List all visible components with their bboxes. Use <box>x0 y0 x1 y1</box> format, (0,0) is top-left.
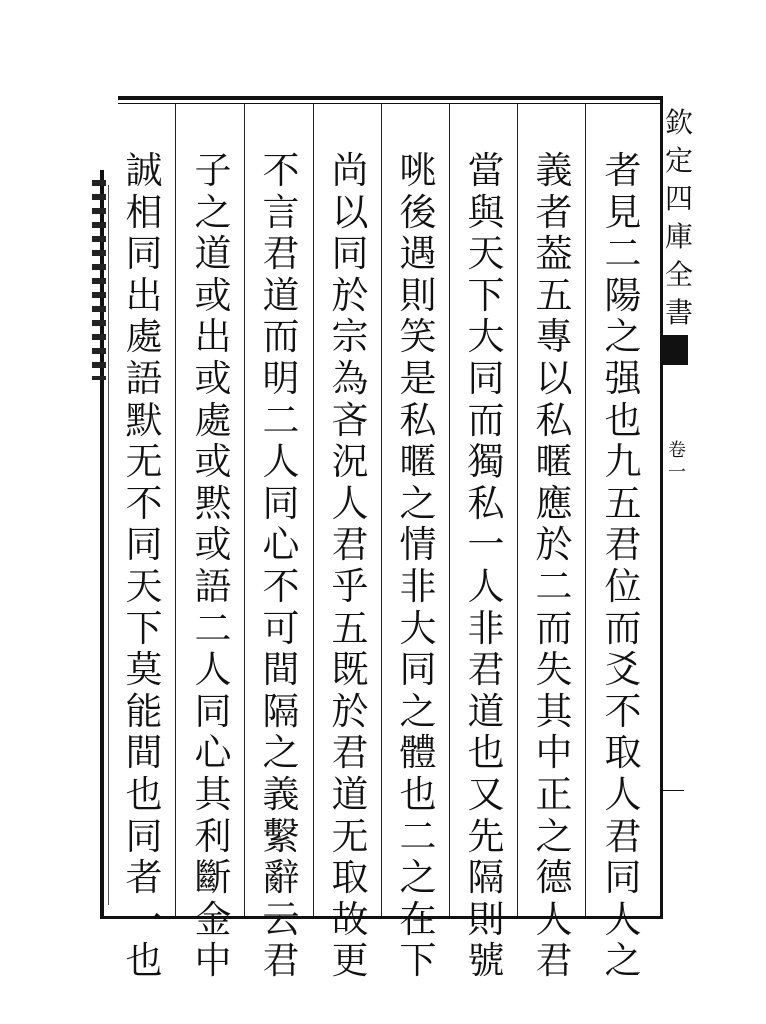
text-character: 暱 <box>535 440 573 484</box>
text-character: 同 <box>399 648 437 692</box>
top-border-rule <box>118 96 663 100</box>
text-character: 非 <box>467 606 505 650</box>
text-character: 下 <box>467 273 505 317</box>
text-character: 正 <box>535 772 573 816</box>
text-character: 義 <box>262 772 300 816</box>
margin-title-character: 書 <box>664 296 693 329</box>
text-character: 明 <box>262 356 300 400</box>
margin-title-character: 庫 <box>664 220 693 253</box>
text-character: 之 <box>399 689 437 733</box>
text-character: 天 <box>467 232 505 276</box>
text-character: 者 <box>535 190 573 234</box>
text-character: 者 <box>125 856 163 900</box>
column-divider <box>517 104 518 916</box>
margin-book-title <box>664 104 694 332</box>
text-character: 金 <box>194 897 232 941</box>
text-column-4 <box>393 150 443 982</box>
text-character: 人 <box>535 897 573 941</box>
text-character: 可 <box>262 606 300 650</box>
text-character: 後 <box>399 190 437 234</box>
text-character: 中 <box>535 731 573 775</box>
text-character: 況 <box>331 440 369 484</box>
text-character: 或 <box>194 440 232 484</box>
text-character: 也 <box>399 772 437 816</box>
text-character: 君 <box>535 939 573 983</box>
text-character: 道 <box>262 273 300 317</box>
text-character: 云 <box>262 897 300 941</box>
text-character: 二 <box>262 398 300 442</box>
text-character: 號 <box>467 939 505 983</box>
text-character: 君 <box>331 731 369 775</box>
text-character: 葢 <box>535 232 573 276</box>
text-character: 之 <box>399 481 437 525</box>
text-column-7 <box>188 150 238 982</box>
text-character: 處 <box>125 315 163 359</box>
text-character: 語 <box>194 564 232 608</box>
text-character: 人 <box>194 648 232 692</box>
margin-volume-character: 卷 <box>668 440 686 461</box>
text-character: 二 <box>399 814 437 858</box>
text-character: 在 <box>399 897 437 941</box>
text-character: 言 <box>262 190 300 234</box>
text-character: 五 <box>535 273 573 317</box>
text-character: 與 <box>467 190 505 234</box>
text-column-6 <box>256 150 306 982</box>
column-divider <box>175 104 176 916</box>
text-column-8 <box>119 150 169 982</box>
text-character: 君 <box>262 939 300 983</box>
text-character: 心 <box>194 731 232 775</box>
text-character: 位 <box>604 564 642 608</box>
text-character: 之 <box>604 315 642 359</box>
text-column-2 <box>529 150 579 982</box>
text-character: 當 <box>467 149 505 192</box>
text-character: 情 <box>399 523 437 567</box>
top-border-rule-inner <box>118 103 663 104</box>
text-character: 无 <box>331 814 369 858</box>
text-character: 既 <box>331 648 369 692</box>
text-character: 或 <box>194 356 232 400</box>
text-character: 黙 <box>194 481 232 525</box>
text-character: 同 <box>125 814 163 858</box>
text-character: 遇 <box>399 232 437 276</box>
text-character: 利 <box>194 814 232 858</box>
text-character: 以 <box>535 356 573 400</box>
text-character: 一 <box>125 897 163 941</box>
text-character: 道 <box>194 232 232 276</box>
text-character: 也 <box>125 939 163 983</box>
column-divider <box>381 104 382 916</box>
text-character: 同 <box>467 356 505 400</box>
text-character: 人 <box>604 897 642 941</box>
text-character: 取 <box>331 856 369 900</box>
text-character: 更 <box>331 939 369 983</box>
column-divider <box>244 104 245 916</box>
text-character: 者 <box>604 149 642 192</box>
text-character: 私 <box>467 481 505 525</box>
text-character: 大 <box>467 315 505 359</box>
text-character: 其 <box>535 689 573 733</box>
text-character: 繫 <box>262 814 300 858</box>
text-character: 以 <box>331 190 369 234</box>
text-character: 心 <box>262 523 300 567</box>
text-character: 同 <box>604 856 642 900</box>
text-character: 隔 <box>467 856 505 900</box>
text-character: 道 <box>467 689 505 733</box>
text-character: 於 <box>535 523 573 567</box>
text-character: 語 <box>125 356 163 400</box>
text-character: 則 <box>399 273 437 317</box>
text-character: 則 <box>467 897 505 941</box>
margin-title-character: 定 <box>664 144 693 177</box>
text-character: 子 <box>194 149 232 192</box>
text-character: 强 <box>604 356 642 400</box>
text-character: 不 <box>262 149 300 192</box>
text-character: 不 <box>262 564 300 608</box>
text-character: 之 <box>535 814 573 858</box>
text-character: 不 <box>604 689 642 733</box>
text-character: 先 <box>467 814 505 858</box>
text-character: 道 <box>331 772 369 816</box>
text-character: 无 <box>125 440 163 484</box>
text-character: 下 <box>399 939 437 983</box>
text-character: 二 <box>604 232 642 276</box>
text-character: 私 <box>535 398 573 442</box>
text-character: 二 <box>535 564 573 608</box>
margin-fishtail-mark <box>662 335 688 365</box>
text-character: 下 <box>125 606 163 650</box>
text-character: 君 <box>467 648 505 692</box>
text-character: 於 <box>331 273 369 317</box>
text-character: 莫 <box>125 648 163 692</box>
text-character: 同 <box>125 232 163 276</box>
text-column-3 <box>461 150 511 982</box>
text-character: 陽 <box>604 273 642 317</box>
text-character: 之 <box>194 190 232 234</box>
text-character: 見 <box>604 190 642 234</box>
margin-title-character: 全 <box>664 258 693 291</box>
text-character: 失 <box>535 648 573 692</box>
text-character: 應 <box>535 481 573 525</box>
text-character: 默 <box>125 398 163 442</box>
text-character: 私 <box>399 398 437 442</box>
text-character: 乎 <box>331 564 369 608</box>
text-character: 而 <box>604 606 642 650</box>
text-character: 故 <box>331 897 369 941</box>
text-character: 或 <box>194 273 232 317</box>
text-character: 君 <box>604 814 642 858</box>
text-character: 而 <box>467 398 505 442</box>
text-character: 其 <box>194 772 232 816</box>
left-border-rule-inner <box>108 185 109 905</box>
column-divider <box>313 104 314 916</box>
text-character: 之 <box>604 939 642 983</box>
text-character: 取 <box>604 731 642 775</box>
text-character: 能 <box>125 689 163 733</box>
text-character: 而 <box>535 606 573 650</box>
margin-title-character: 四 <box>664 182 693 215</box>
text-character: 之 <box>399 856 437 900</box>
text-character: 出 <box>194 315 232 359</box>
text-character: 人 <box>331 481 369 525</box>
text-character: 人 <box>604 772 642 816</box>
text-character: 笑 <box>399 315 437 359</box>
text-character: 辭 <box>262 856 300 900</box>
text-character: 又 <box>467 772 505 816</box>
text-character: 宗 <box>331 315 369 359</box>
text-character: 專 <box>535 315 573 359</box>
column-divider <box>449 104 450 916</box>
text-character: 大 <box>399 606 437 650</box>
text-character: 同 <box>194 689 232 733</box>
text-character: 君 <box>262 232 300 276</box>
text-character: 尚 <box>331 149 369 192</box>
text-character: 之 <box>262 731 300 775</box>
text-character: 間 <box>125 731 163 775</box>
text-character: 也 <box>467 731 505 775</box>
text-character: 暱 <box>399 440 437 484</box>
text-character: 隔 <box>262 689 300 733</box>
text-character: 天 <box>125 564 163 608</box>
text-character: 也 <box>125 772 163 816</box>
text-character: 五 <box>331 606 369 650</box>
text-character: 爻 <box>604 648 642 692</box>
text-character: 或 <box>194 523 232 567</box>
text-character: 人 <box>262 440 300 484</box>
text-character: 不 <box>125 481 163 525</box>
text-character: 出 <box>125 273 163 317</box>
margin-volume-label <box>664 440 690 484</box>
text-character: 體 <box>399 731 437 775</box>
margin-title-character: 欽 <box>664 106 693 139</box>
margin-tick <box>662 790 684 791</box>
text-character: 德 <box>535 856 573 900</box>
text-character: 吝 <box>331 398 369 442</box>
text-column-1 <box>598 150 648 982</box>
text-character: 人 <box>467 564 505 608</box>
text-character: 一 <box>467 523 505 567</box>
text-character: 為 <box>331 356 369 400</box>
binding-edge-marks <box>92 180 106 380</box>
text-character: 獨 <box>467 440 505 484</box>
text-character: 中 <box>194 939 232 983</box>
text-character: 同 <box>125 523 163 567</box>
text-character: 於 <box>331 689 369 733</box>
text-character: 而 <box>262 315 300 359</box>
text-character: 非 <box>399 564 437 608</box>
text-character: 君 <box>331 523 369 567</box>
text-character: 誠 <box>125 149 163 192</box>
text-character: 同 <box>331 232 369 276</box>
text-character: 五 <box>604 481 642 525</box>
text-column-5 <box>325 150 375 982</box>
text-character: 相 <box>125 190 163 234</box>
margin-volume-character: 一 <box>668 462 686 483</box>
text-character: 斷 <box>194 856 232 900</box>
text-character: 間 <box>262 648 300 692</box>
text-character: 處 <box>194 398 232 442</box>
text-character: 義 <box>535 149 573 192</box>
text-character: 也 <box>604 398 642 442</box>
text-character: 二 <box>194 606 232 650</box>
text-character: 同 <box>262 481 300 525</box>
column-divider <box>585 104 586 916</box>
text-character: 君 <box>604 523 642 567</box>
text-character: 九 <box>604 440 642 484</box>
text-character: 是 <box>399 356 437 400</box>
text-character: 咷 <box>399 149 437 192</box>
